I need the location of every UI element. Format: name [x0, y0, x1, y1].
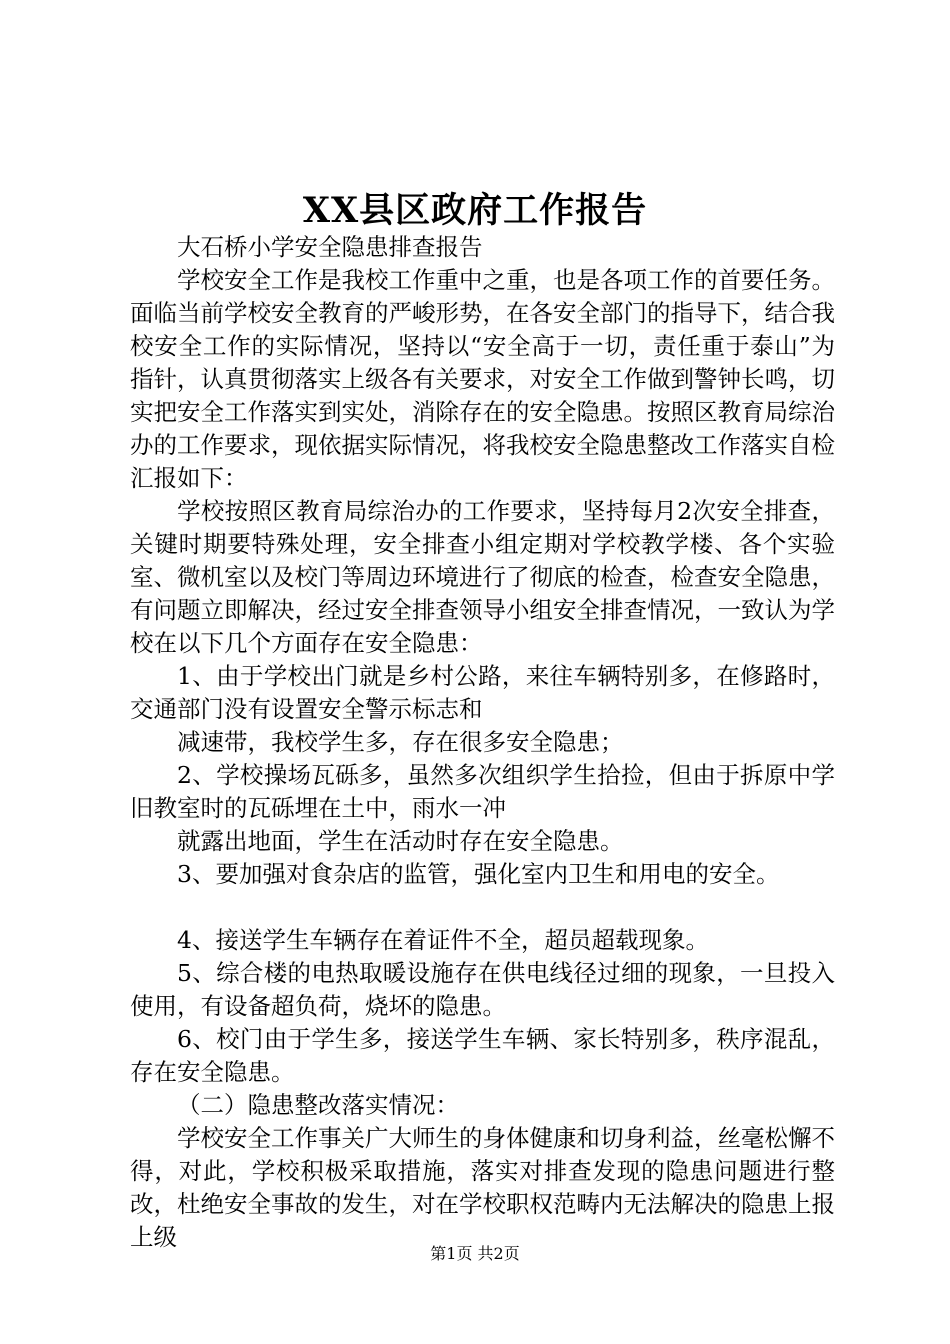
- paragraph-item-2-cont: 就露出地面，学生在活动时存在安全隐患。: [177, 827, 624, 855]
- paragraph-item-1-cont: 减速带，我校学生多，存在很多安全隐患；: [177, 728, 624, 756]
- paragraph-item-4: 4、接送学生车辆存在着证件不全，超员超载现象。: [177, 926, 709, 954]
- paragraph-inspection: 学校按照区教育局综治办的工作要求，坚持每月2次安全排查，关键时期要特殊处理，安全排查小组定期对学校教学楼、各个实验室、微机室以及校门等周边环境进行了彻底的检查，检查安全隐患，有问题立即解决，经过安全排查领导小组安全排查情况，一致认为学校在以下几个方面存在安全隐患：: [130, 497, 835, 657]
- paragraph-subtitle: 大石桥小学安全隐患排查报告: [177, 233, 483, 261]
- paragraph-item-5: 5、综合楼的电热取暖设施存在供电线径过细的现象，一旦投入使用，有设备超负荷，烧坏的隐患。: [130, 959, 835, 1020]
- document-body: [130, 231, 835, 1254]
- paragraph-intro: 学校安全工作是我校工作重中之重，也是各项工作的首要任务。面临当前学校安全教育的严峻形势，在各安全部门的指导下，结合我校安全工作的实际情况，坚持以“安全高于一切，责任重于泰山”为指针，认真贯彻落实上级各有关要求，对安全工作做到警钟长鸣，切实把安全工作落实到实处，消除存在的安全隐患。按照区教育局综治办的工作要求，现依据实际情况，将我校安全隐患整改工作落实自检汇报如下：: [130, 266, 835, 492]
- paragraph-item-6: 6、校门由于学生多，接送学生车辆、家长特别多，秩序混乱，存在安全隐患。: [130, 1025, 835, 1086]
- paragraph-rectification: 学校安全工作事关广大师生的身体健康和切身利益，丝毫松懈不得，对此，学校积极采取措施，落实对排查发现的隐患问题进行整改，杜绝安全事故的发生，对在学校职权范畴内无法解决的隐患上报上级: [130, 1124, 835, 1251]
- paragraph-item-3: 3、要加强对食杂店的监管，强化室内卫生和用电的安全。: [177, 860, 780, 888]
- paragraph-item-2: 2、学校操场瓦砾多，虽然多次组织学生拾捡，但由于拆原中学旧教室时的瓦砾埋在土中，雨水一冲: [130, 761, 835, 822]
- section-heading-rectification: （二）隐患整改落实情况：: [177, 1091, 459, 1119]
- paragraph-item-1: 1、由于学校出门就是乡村公路，来往车辆特别多，在修路时，交通部门没有设置安全警示标志和: [130, 662, 835, 723]
- document-title: XX县区政府工作报告: [302, 190, 648, 231]
- page-number-footer: 第1页 共2页: [430, 1244, 520, 1263]
